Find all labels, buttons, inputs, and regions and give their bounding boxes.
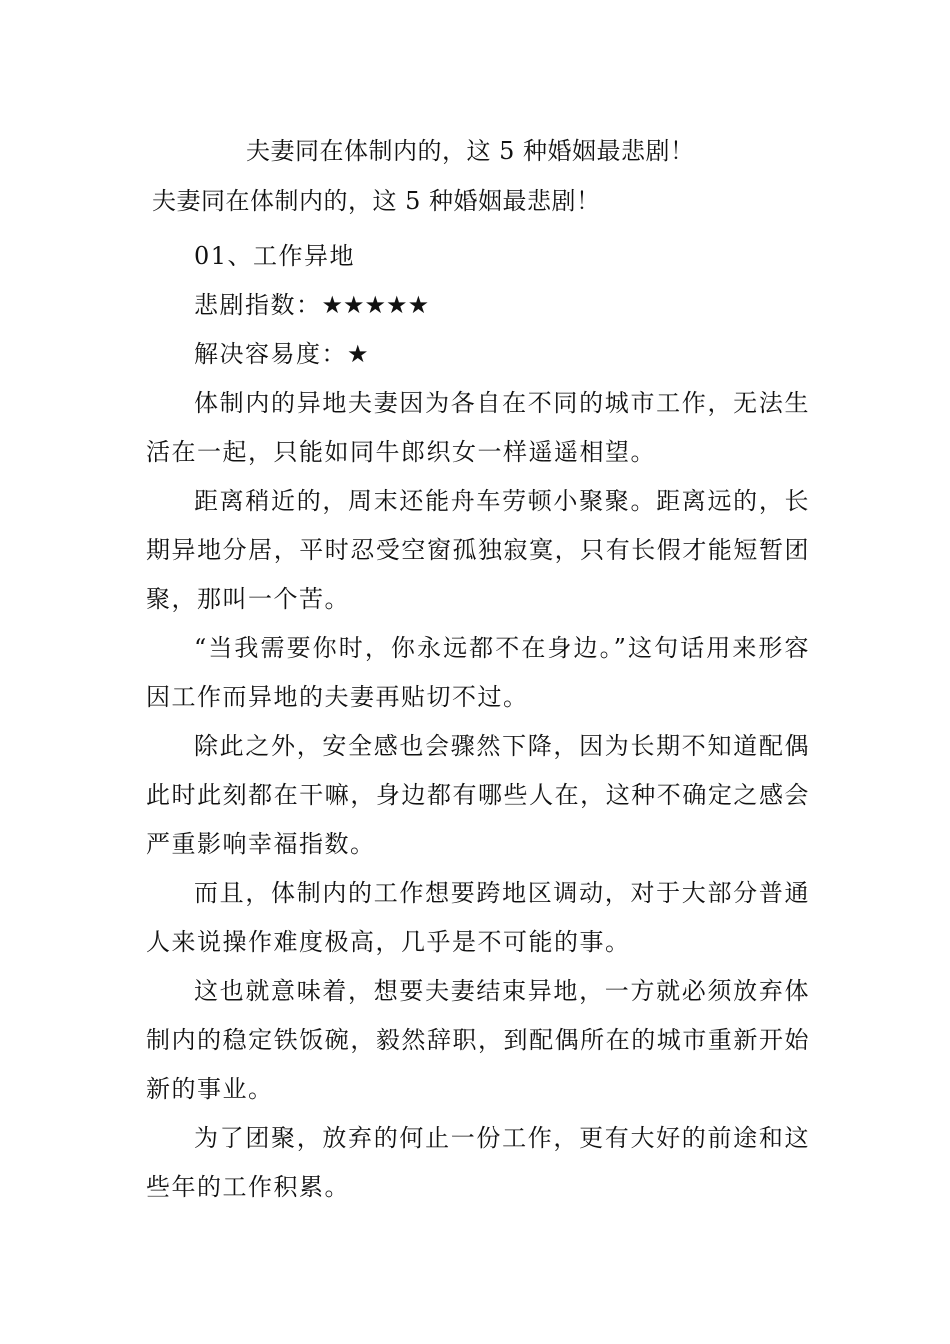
paragraph: “当我需要你时，你永远都不在身边。”这句话用来形容因工作而异地的夫妻再贴切不过。: [146, 634, 810, 711]
document-body: [146, 232, 810, 1212]
difficulty-rating: ★: [347, 340, 369, 368]
paragraph: 而且，体制内的工作想要跨地区调动，对于大部分普通人来说操作难度极高，几乎是不可能的事。: [146, 879, 810, 956]
difficulty-label: 解决容易度：: [194, 340, 347, 368]
document-title: 夫妻同在体制内的，这 5 种婚姻最悲剧！: [246, 137, 695, 165]
paragraph: 为了团聚，放弃的何止一份工作，更有大好的前途和这些年的工作积累。: [146, 1124, 810, 1201]
document-subtitle: 夫妻同在体制内的，这 5 种婚姻最悲剧！: [152, 187, 601, 215]
difficulty-index: [146, 330, 810, 379]
paragraph: 这也就意味着，想要夫妻结束异地，一方就必须放弃体制内的稳定铁饭碗，毅然辞职，到配偶所在的城市重新开始新的事业。: [146, 977, 810, 1103]
tragedy-index-rating: ★★★★★: [321, 291, 430, 319]
paragraph: 体制内的异地夫妻因为各自在不同的城市工作，无法生活在一起，只能如同牛郎织女一样遥遥相望。: [146, 389, 810, 466]
paragraph: 除此之外，安全感也会骤然下降，因为长期不知道配偶此时此刻都在干嘛，身边都有哪些人在，这种不确定之感会严重影响幸福指数。: [146, 732, 810, 858]
tragedy-index-label: 悲剧指数：: [194, 291, 322, 319]
tragedy-index: [146, 281, 810, 330]
section-heading: 01、工作异地: [194, 242, 356, 270]
paragraph: 距离稍近的，周末还能舟车劳顿小聚聚。距离远的，长期异地分居，平时忍受空窗孤独寂寞，只有长假才能短暂团聚，那叫一个苦。: [146, 487, 810, 613]
